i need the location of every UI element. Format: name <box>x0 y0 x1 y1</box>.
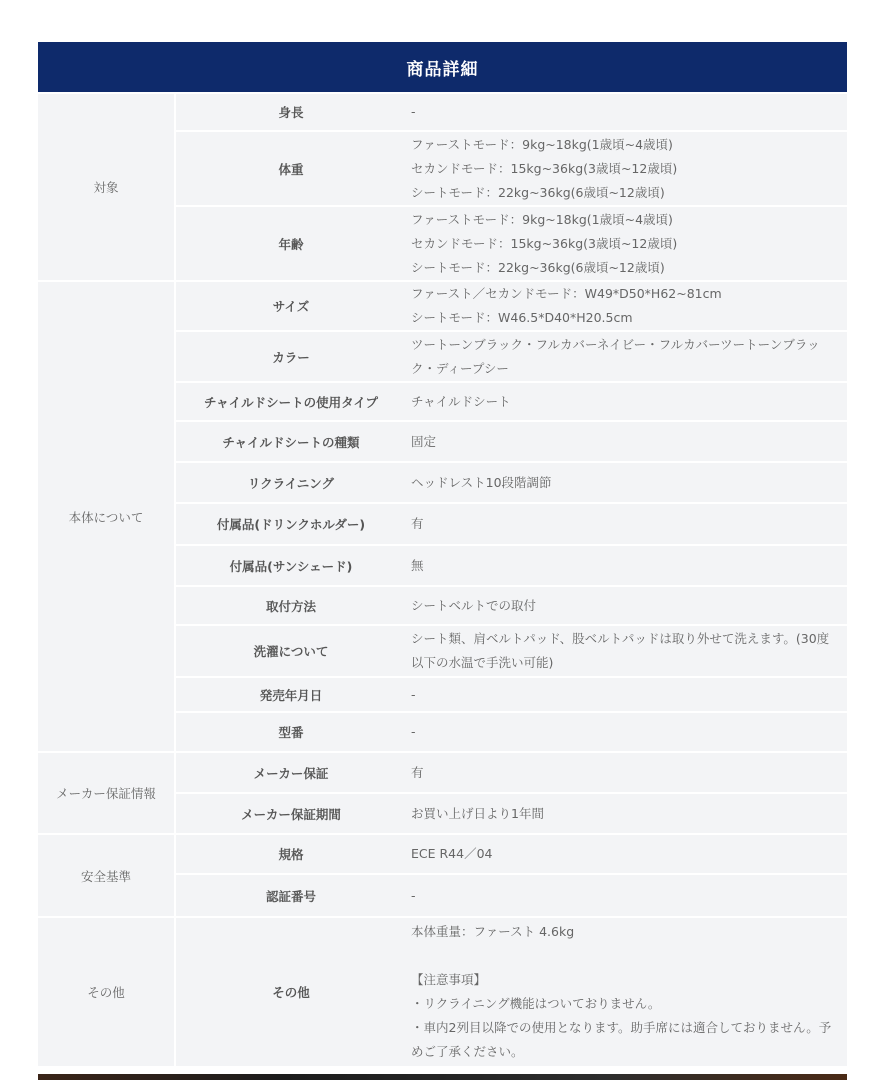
value-reclining: ヘッドレスト10段階調節 <box>406 461 847 502</box>
group-target: 対象 <box>38 92 176 280</box>
value-sunshade: 無 <box>406 544 847 585</box>
value-standard: ECE R44／04 <box>406 833 847 873</box>
label-size: サイズ <box>176 280 406 330</box>
label-height: 身長 <box>176 92 406 130</box>
label-warranty-period: メーカー保証期間 <box>176 792 406 833</box>
label-reclining: リクライニング <box>176 461 406 502</box>
value-mounting: シートベルトでの取付 <box>406 585 847 624</box>
value-weight-line: ファーストモード：9kg~18kg(1歳頃~4歳頃) <box>411 136 673 152</box>
label-model-no: 型番 <box>176 711 406 751</box>
value-size <box>406 280 847 330</box>
value-color <box>406 330 847 381</box>
spec-grid <box>38 92 847 1066</box>
value-other <box>406 916 847 1066</box>
value-washing-text: シート類、肩ベルトパッド、股ベルトパッドは取り外せて洗えます。(30度以下の水温で手洗い可能) <box>411 631 830 670</box>
value-weight <box>406 130 847 205</box>
value-age-line: セカンドモード：15kg~36kg(3歳頃~12歳頃) <box>411 235 678 251</box>
value-weight-line: セカンドモード：15kg~36kg(3歳頃~12歳頃) <box>411 160 678 176</box>
value-maker-warranty: 有 <box>406 751 847 792</box>
value-color-text: ツートーンブラック・フルカバーネイビー・フルカバーツートーンブラック・ディープシー <box>411 336 820 376</box>
value-cert-no: - <box>406 873 847 916</box>
label-color: カラー <box>176 330 406 381</box>
bottom-image-strip <box>38 1074 847 1080</box>
label-seat-kind: チャイルドシートの種類 <box>176 420 406 461</box>
group-safety: 安全基準 <box>38 833 176 916</box>
label-mounting: 取付方法 <box>176 585 406 624</box>
label-cert-no: 認証番号 <box>176 873 406 916</box>
other-note-1: ・リクライニング機能はついておりません。 <box>411 996 661 1011</box>
value-drink-holder: 有 <box>406 502 847 544</box>
label-drink-holder: 付属品(ドリンクホルダー) <box>176 502 406 544</box>
value-release-date: - <box>406 676 847 711</box>
value-model-no: - <box>406 711 847 751</box>
label-usage-type: チャイルドシートの使用タイプ <box>176 381 406 420</box>
value-age <box>406 205 847 280</box>
table-header <box>38 42 847 92</box>
group-body: 本体について <box>38 280 176 751</box>
other-notes-title: 【注意事項】 <box>411 972 487 987</box>
other-note-2: ・車内2列目以降での使用となります。助手席には適合しておりません。予めご了承ください。 <box>411 1020 832 1059</box>
value-age-line: ファーストモード：9kg~18kg(1歳頃~4歳頃) <box>411 211 673 227</box>
label-standard: 規格 <box>176 833 406 873</box>
value-size-line: ファースト／セカンドモード：W49*D50*H62~81cm <box>411 286 722 301</box>
label-washing: 洗濯について <box>176 624 406 676</box>
value-seat-kind: 固定 <box>406 420 847 461</box>
value-warranty-period: お買い上げ日より1年間 <box>406 792 847 833</box>
value-size-line: シートモード：W46.5*D40*H20.5cm <box>411 310 633 325</box>
group-other: その他 <box>38 916 176 1066</box>
label-weight: 体重 <box>176 130 406 205</box>
label-sunshade: 付属品(サンシェード) <box>176 544 406 585</box>
label-other: その他 <box>176 916 406 1066</box>
group-warranty: メーカー保証情報 <box>38 751 176 833</box>
value-washing <box>406 624 847 676</box>
other-spacer <box>411 944 839 968</box>
label-release-date: 発売年月日 <box>176 676 406 711</box>
table-title: 商品詳細 <box>406 59 479 80</box>
product-detail-table <box>38 42 847 1066</box>
other-weight-line: 本体重量：ファースト 4.6kg <box>411 924 575 939</box>
value-height: - <box>406 92 847 130</box>
label-age: 年齢 <box>176 205 406 280</box>
label-maker-warranty: メーカー保証 <box>176 751 406 792</box>
value-age-line: シートモード：22kg~36kg(6歳頃~12歳頃) <box>411 259 665 275</box>
value-weight-line: シートモード：22kg~36kg(6歳頃~12歳頃) <box>411 184 665 200</box>
value-usage-type: チャイルドシート <box>406 381 847 420</box>
